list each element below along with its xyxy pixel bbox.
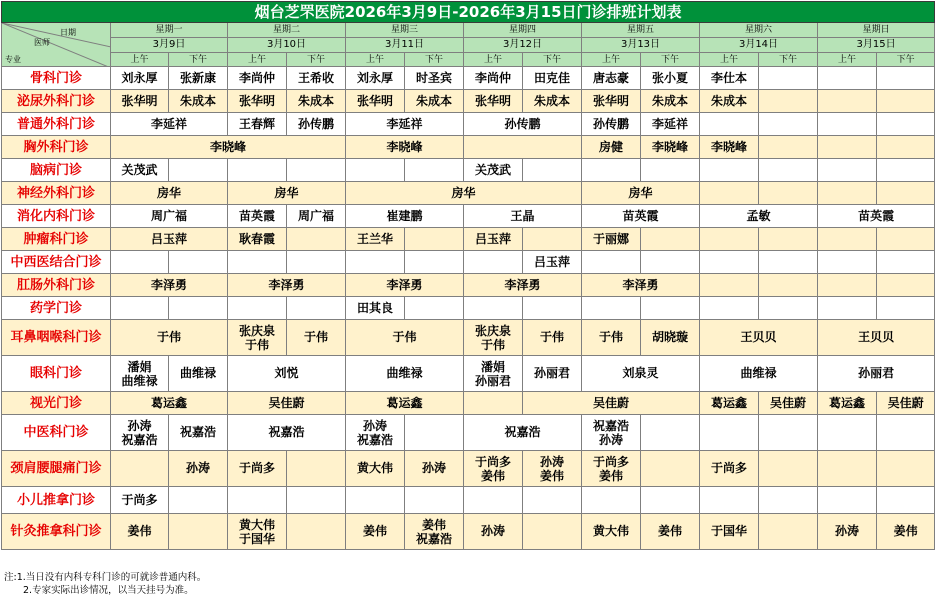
doctor-cell <box>641 228 700 251</box>
doctor-cell: 于丽娜 <box>582 228 641 251</box>
doctor-cell <box>877 159 935 182</box>
doctor-cell: 于伟 <box>582 320 641 356</box>
doctor-cell <box>287 297 346 320</box>
department-name: 胸外科门诊 <box>2 136 111 159</box>
doctor-cell: 于伟 <box>523 320 582 356</box>
doctor-cell <box>759 514 818 550</box>
doctor-cell <box>700 415 759 451</box>
header-corner <box>2 23 111 67</box>
schedule-row <box>2 228 935 251</box>
doctor-cell <box>759 415 818 451</box>
doctor-cell <box>523 514 582 550</box>
am-header: 上午 <box>111 53 169 67</box>
doctor-cell <box>111 251 169 274</box>
doctor-cell: 田其良 <box>346 297 405 320</box>
doctor-cell <box>700 159 759 182</box>
doctor-cell: 房健 <box>582 136 641 159</box>
doctor-cell: 耿春霞 <box>228 228 287 251</box>
date-header: 3月14日 <box>700 38 818 53</box>
doctor-cell <box>111 297 169 320</box>
doctor-cell: 祝嘉浩 <box>169 415 228 451</box>
doctor-cell: 吕玉萍 <box>111 228 228 251</box>
doctor-cell <box>169 159 228 182</box>
doctor-cell <box>818 136 877 159</box>
doctor-cell: 张华明 <box>228 90 287 113</box>
doctor-cell: 张华明 <box>582 90 641 113</box>
doctor-cell: 张华明 <box>346 90 405 113</box>
am-header: 上午 <box>700 53 759 67</box>
doctor-cell <box>877 90 935 113</box>
date-header: 3月13日 <box>582 38 700 53</box>
doctor-cell: 祝嘉浩 孙涛 <box>582 415 641 451</box>
doctor-cell: 关茂武 <box>464 159 523 182</box>
doctor-cell: 李延祥 <box>346 113 464 136</box>
doctor-cell <box>700 182 759 205</box>
schedule-row <box>2 297 935 320</box>
doctor-cell: 张小夏 <box>641 67 700 90</box>
doctor-cell: 李延祥 <box>641 113 700 136</box>
schedule-row <box>2 487 935 514</box>
doctor-cell: 李泽勇 <box>346 274 464 297</box>
doctor-cell <box>228 487 287 514</box>
doctor-cell: 李晓峰 <box>346 136 464 159</box>
doctor-cell <box>641 451 700 487</box>
note-line-2: 2.专家实际出诊情况，以当天挂号为准。 <box>4 585 194 596</box>
doctor-cell: 孙涛 祝嘉浩 <box>346 415 405 451</box>
doctor-cell <box>759 113 818 136</box>
department-name: 针灸推拿科门诊 <box>2 514 111 550</box>
weekday-header: 星期一 <box>111 23 228 38</box>
doctor-cell: 王兰华 <box>346 228 405 251</box>
doctor-cell <box>818 67 877 90</box>
date-header: 3月10日 <box>228 38 346 53</box>
department-name: 中西医结合门诊 <box>2 251 111 274</box>
doctor-cell <box>582 297 641 320</box>
doctor-cell: 姜伟 <box>641 514 700 550</box>
doctor-cell <box>111 451 169 487</box>
schedule-row <box>2 159 935 182</box>
doctor-cell: 张庆泉 于伟 <box>228 320 287 356</box>
doctor-cell: 吴佳蔚 <box>759 392 818 415</box>
department-name: 骨科门诊 <box>2 67 111 90</box>
schedule-row <box>2 320 935 356</box>
doctor-cell: 苗英霞 <box>818 205 935 228</box>
weekday-header: 星期六 <box>700 23 818 38</box>
doctor-cell: 房华 <box>228 182 346 205</box>
doctor-cell <box>877 415 935 451</box>
doctor-cell <box>759 228 818 251</box>
doctor-cell: 潘娟 孙丽君 <box>464 356 523 392</box>
am-header: 上午 <box>582 53 641 67</box>
doctor-cell <box>759 297 818 320</box>
weekday-header: 星期四 <box>464 23 582 38</box>
doctor-cell: 苗英霞 <box>582 205 700 228</box>
doctor-cell <box>877 487 935 514</box>
doctor-cell <box>346 159 405 182</box>
department-name: 眼科门诊 <box>2 356 111 392</box>
doctor-cell: 房华 <box>111 182 228 205</box>
doctor-cell: 曲维禄 <box>700 356 818 392</box>
doctor-cell: 李晓峰 <box>111 136 346 159</box>
doctor-cell <box>759 159 818 182</box>
doctor-cell <box>877 228 935 251</box>
doctor-cell: 葛运鑫 <box>700 392 759 415</box>
schedule-row <box>2 274 935 297</box>
doctor-cell <box>700 487 759 514</box>
doctor-cell: 孙涛 <box>464 514 523 550</box>
schedule-title: 烟台芝罘医院2026年3月9日-2026年3月15日门诊排班计划表 <box>2 2 935 23</box>
doctor-cell: 黄大伟 <box>346 451 405 487</box>
doctor-cell: 孙涛 <box>405 451 464 487</box>
doctor-cell: 张华明 <box>111 90 169 113</box>
doctor-cell: 孙传鹏 <box>464 113 582 136</box>
doctor-cell <box>759 136 818 159</box>
schedule-row <box>2 356 935 392</box>
doctor-cell <box>759 67 818 90</box>
doctor-cell <box>700 297 759 320</box>
doctor-cell: 葛运鑫 <box>111 392 228 415</box>
date-header: 3月11日 <box>346 38 464 53</box>
doctor-cell <box>818 228 877 251</box>
doctor-cell: 李泽勇 <box>228 274 346 297</box>
doctor-cell: 朱成本 <box>523 90 582 113</box>
doctor-cell: 孙涛 姜伟 <box>523 451 582 487</box>
doctor-cell: 李晓峰 <box>700 136 759 159</box>
doctor-cell: 于伟 <box>346 320 464 356</box>
department-name: 肿瘤科门诊 <box>2 228 111 251</box>
doctor-cell: 于尚多 姜伟 <box>464 451 523 487</box>
doctor-cell <box>641 487 700 514</box>
doctor-cell: 王晶 <box>464 205 582 228</box>
doctor-cell <box>818 251 877 274</box>
doctor-cell: 李延祥 <box>111 113 228 136</box>
doctor-cell: 王希收 <box>287 67 346 90</box>
doctor-cell: 胡晓璇 <box>641 320 700 356</box>
doctor-cell: 曲维禄 <box>169 356 228 392</box>
doctor-cell <box>169 514 228 550</box>
weekday-header: 星期二 <box>228 23 346 38</box>
doctor-cell: 曲维禄 <box>346 356 464 392</box>
doctor-cell: 时圣宾 <box>405 67 464 90</box>
doctor-cell: 祝嘉浩 <box>228 415 346 451</box>
department-name: 药学门诊 <box>2 297 111 320</box>
doctor-cell <box>877 297 935 320</box>
doctor-cell: 朱成本 <box>700 90 759 113</box>
pm-header: 下午 <box>523 53 582 67</box>
doctor-cell: 田克佳 <box>523 67 582 90</box>
doctor-cell: 房华 <box>582 182 700 205</box>
doctor-cell <box>700 228 759 251</box>
doctor-cell <box>700 113 759 136</box>
doctor-cell: 朱成本 <box>405 90 464 113</box>
doctor-cell <box>759 451 818 487</box>
doctor-cell <box>405 487 464 514</box>
weekday-header: 星期五 <box>582 23 700 38</box>
doctor-cell: 黄大伟 于国华 <box>228 514 287 550</box>
corner-dept-label: 专业 <box>5 55 21 64</box>
doctor-cell: 葛运鑫 <box>818 392 877 415</box>
notes <box>4 571 206 597</box>
weekday-header: 星期日 <box>818 23 935 38</box>
doctor-cell: 孙丽君 <box>818 356 935 392</box>
doctor-cell <box>287 159 346 182</box>
doctor-cell <box>877 182 935 205</box>
doctor-cell <box>641 251 700 274</box>
doctor-cell: 周广福 <box>287 205 346 228</box>
doctor-cell <box>287 228 346 251</box>
doctor-cell <box>818 113 877 136</box>
doctor-cell <box>464 297 523 320</box>
date-header: 3月9日 <box>111 38 228 53</box>
doctor-cell <box>523 297 582 320</box>
doctor-cell <box>700 251 759 274</box>
schedule-row <box>2 415 935 451</box>
doctor-cell <box>582 487 641 514</box>
doctor-cell <box>228 159 287 182</box>
doctor-cell: 王春辉 <box>228 113 287 136</box>
doctor-cell: 姜伟 <box>877 514 935 550</box>
doctor-cell: 孟敏 <box>700 205 818 228</box>
doctor-cell: 吴佳蔚 <box>877 392 935 415</box>
doctor-cell <box>169 487 228 514</box>
doctor-cell <box>877 251 935 274</box>
schedule-row <box>2 251 935 274</box>
doctor-cell: 吴佳蔚 <box>228 392 346 415</box>
doctor-cell <box>405 251 464 274</box>
doctor-cell <box>700 274 759 297</box>
doctor-cell <box>464 487 523 514</box>
department-name: 泌尿外科门诊 <box>2 90 111 113</box>
doctor-cell <box>228 297 287 320</box>
doctor-cell <box>818 159 877 182</box>
doctor-cell <box>287 451 346 487</box>
doctor-cell <box>523 159 582 182</box>
doctor-cell <box>405 415 464 451</box>
doctor-cell: 关茂武 <box>111 159 169 182</box>
pm-header: 下午 <box>287 53 346 67</box>
doctor-cell: 王贝贝 <box>818 320 935 356</box>
doctor-cell <box>818 182 877 205</box>
date-header: 3月12日 <box>464 38 582 53</box>
doctor-cell <box>169 297 228 320</box>
doctor-cell: 刘泉灵 <box>582 356 700 392</box>
doctor-cell: 李泽勇 <box>111 274 228 297</box>
schedule-row <box>2 113 935 136</box>
doctor-cell: 姜伟 <box>346 514 405 550</box>
doctor-cell <box>877 451 935 487</box>
am-header: 上午 <box>228 53 287 67</box>
doctor-cell: 于伟 <box>111 320 228 356</box>
schedule-table <box>1 1 935 550</box>
doctor-cell <box>759 182 818 205</box>
doctor-cell <box>641 415 700 451</box>
pm-header: 下午 <box>759 53 818 67</box>
pm-header: 下午 <box>405 53 464 67</box>
doctor-cell <box>346 251 405 274</box>
doctor-cell <box>228 251 287 274</box>
doctor-cell: 于尚多 <box>228 451 287 487</box>
doctor-cell: 刘永厚 <box>111 67 169 90</box>
doctor-cell: 朱成本 <box>287 90 346 113</box>
doctor-cell <box>464 251 523 274</box>
doctor-cell: 李仕本 <box>700 67 759 90</box>
doctor-cell: 苗英霞 <box>228 205 287 228</box>
doctor-cell: 吕玉萍 <box>464 228 523 251</box>
doctor-cell: 葛运鑫 <box>346 392 464 415</box>
schedule-row <box>2 451 935 487</box>
doctor-cell: 潘娟 曲维禄 <box>111 356 169 392</box>
doctor-cell <box>523 487 582 514</box>
doctor-cell <box>877 136 935 159</box>
doctor-cell <box>818 415 877 451</box>
doctor-cell: 刘悦 <box>228 356 346 392</box>
doctor-cell: 房华 <box>346 182 582 205</box>
department-name: 小儿推拿门诊 <box>2 487 111 514</box>
doctor-cell: 张华明 <box>464 90 523 113</box>
pm-header: 下午 <box>877 53 935 67</box>
doctor-cell: 李尚仲 <box>228 67 287 90</box>
am-header: 上午 <box>464 53 523 67</box>
doctor-cell: 孙传鹏 <box>582 113 641 136</box>
doctor-cell <box>818 90 877 113</box>
doctor-cell: 于尚多 姜伟 <box>582 451 641 487</box>
doctor-cell: 黄大伟 <box>582 514 641 550</box>
doctor-cell <box>641 159 700 182</box>
doctor-cell <box>641 297 700 320</box>
am-header: 上午 <box>346 53 405 67</box>
doctor-cell <box>464 392 523 415</box>
doctor-cell <box>877 274 935 297</box>
date-header: 3月15日 <box>818 38 935 53</box>
doctor-cell: 孙涛 祝嘉浩 <box>111 415 169 451</box>
doctor-cell <box>759 487 818 514</box>
doctor-cell: 于国华 <box>700 514 759 550</box>
department-name: 颈肩腰腿痛门诊 <box>2 451 111 487</box>
doctor-cell: 李泽勇 <box>464 274 582 297</box>
corner-doctor-label: 医师 <box>34 38 50 47</box>
doctor-cell <box>405 159 464 182</box>
doctor-cell: 李晓峰 <box>641 136 700 159</box>
doctor-cell: 孙涛 <box>169 451 228 487</box>
doctor-cell: 王贝贝 <box>700 320 818 356</box>
doctor-cell <box>877 113 935 136</box>
department-name: 视光门诊 <box>2 392 111 415</box>
doctor-cell: 张新康 <box>169 67 228 90</box>
doctor-cell: 姜伟 <box>111 514 169 550</box>
doctor-cell: 姜伟 祝嘉浩 <box>405 514 464 550</box>
doctor-cell <box>287 514 346 550</box>
doctor-cell <box>582 159 641 182</box>
schedule-row <box>2 514 935 550</box>
department-name: 肛肠外科门诊 <box>2 274 111 297</box>
department-name: 普通外科门诊 <box>2 113 111 136</box>
doctor-cell: 于伟 <box>287 320 346 356</box>
schedule-row <box>2 90 935 113</box>
note-line-1: 注:1.当日没有内科专科门诊的可就诊普通内科。 <box>4 572 207 583</box>
doctor-cell <box>287 487 346 514</box>
doctor-cell: 吴佳蔚 <box>523 392 700 415</box>
doctor-cell <box>405 228 464 251</box>
department-name: 神经外科门诊 <box>2 182 111 205</box>
doctor-cell: 于尚多 <box>700 451 759 487</box>
schedule-row <box>2 392 935 415</box>
doctor-cell: 张庆泉 于伟 <box>464 320 523 356</box>
corner-date-label: 日期 <box>60 28 76 37</box>
doctor-cell <box>818 274 877 297</box>
doctor-cell <box>877 67 935 90</box>
doctor-cell: 崔建鹏 <box>346 205 464 228</box>
pm-header: 下午 <box>169 53 228 67</box>
doctor-cell <box>405 297 464 320</box>
doctor-cell: 朱成本 <box>169 90 228 113</box>
schedule-row <box>2 205 935 228</box>
doctor-cell <box>346 487 405 514</box>
am-header: 上午 <box>818 53 877 67</box>
doctor-cell: 刘永厚 <box>346 67 405 90</box>
doctor-cell: 于尚多 <box>111 487 169 514</box>
pm-header: 下午 <box>641 53 700 67</box>
doctor-cell <box>818 297 877 320</box>
doctor-cell <box>523 228 582 251</box>
doctor-cell <box>287 251 346 274</box>
doctor-cell: 李尚仲 <box>464 67 523 90</box>
doctor-cell <box>169 251 228 274</box>
doctor-cell <box>464 136 582 159</box>
schedule-row <box>2 67 935 90</box>
department-name: 消化内科门诊 <box>2 205 111 228</box>
schedule-row <box>2 182 935 205</box>
doctor-cell <box>818 451 877 487</box>
doctor-cell: 吕玉萍 <box>523 251 582 274</box>
doctor-cell: 朱成本 <box>641 90 700 113</box>
doctor-cell: 周广福 <box>111 205 228 228</box>
doctor-cell: 孙丽君 <box>523 356 582 392</box>
doctor-cell: 孙涛 <box>818 514 877 550</box>
schedule-row <box>2 136 935 159</box>
doctor-cell <box>818 487 877 514</box>
weekday-header: 星期三 <box>346 23 464 38</box>
doctor-cell: 祝嘉浩 <box>464 415 582 451</box>
doctor-cell <box>759 251 818 274</box>
doctor-cell <box>582 251 641 274</box>
department-name: 中医科门诊 <box>2 415 111 451</box>
doctor-cell: 唐志豪 <box>582 67 641 90</box>
doctor-cell: 孙传鹏 <box>287 113 346 136</box>
doctor-cell <box>759 90 818 113</box>
doctor-cell: 李泽勇 <box>582 274 700 297</box>
department-name: 脑病门诊 <box>2 159 111 182</box>
doctor-cell <box>759 274 818 297</box>
department-name: 耳鼻咽喉科门诊 <box>2 320 111 356</box>
